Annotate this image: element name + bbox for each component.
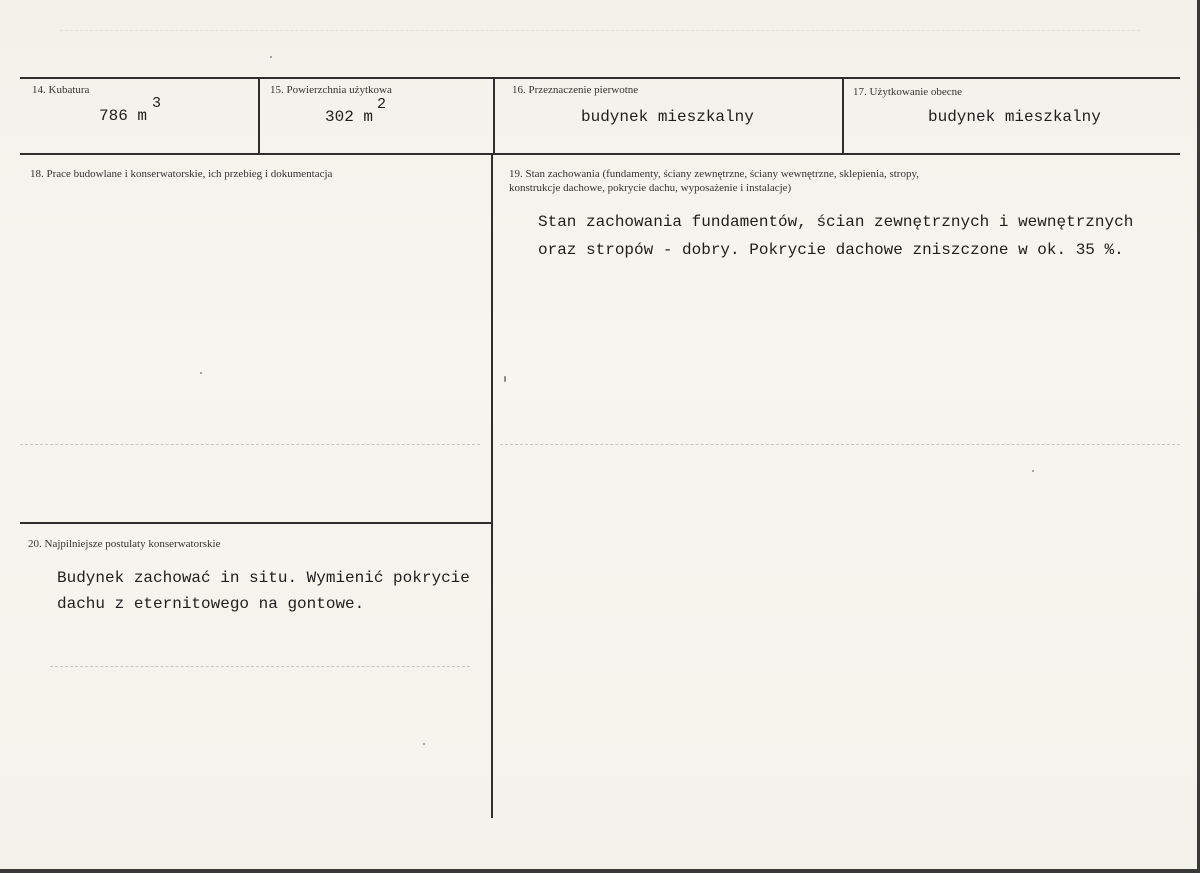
uzytkowanie-value: budynek mieszkalny xyxy=(928,108,1101,126)
postulaty-text-line1: Budynek zachować in situ. Wymienić pokrycie xyxy=(57,569,470,587)
guide-line xyxy=(60,30,1140,31)
main-column-divider xyxy=(491,154,493,818)
kubatura-value: 786 m xyxy=(99,107,148,125)
paper-speck xyxy=(504,376,506,382)
paper-speck xyxy=(1032,470,1034,472)
guide-line xyxy=(50,666,470,667)
top-rule xyxy=(20,77,1180,79)
kubatura-exponent: 3 xyxy=(152,95,162,112)
przeznaczenie-value: budynek mieszkalny xyxy=(581,108,754,126)
paper-speck xyxy=(200,372,202,374)
guide-line xyxy=(20,444,480,445)
stan-label-line1: 19. Stan zachowania (fundamenty, ściany zewnętrzne, ściany wewnętrzne, sklepienia, stropy, xyxy=(509,168,920,180)
powierzchnia-exponent: 2 xyxy=(377,96,387,113)
row1-bottom-rule xyxy=(20,153,1180,155)
stan-label-line2: konstrukcje dachowe, pokrycie dachu, wyposażenie i instalacje) xyxy=(509,182,792,194)
guide-line xyxy=(500,444,1180,445)
powierzchnia-label: 15. Powierzchnia użytkowa xyxy=(270,84,392,96)
divider-15-16 xyxy=(493,78,495,154)
przeznaczenie-label: 16. Przeznaczenie pierwotne xyxy=(512,84,639,96)
scan-edge-bottom xyxy=(0,869,1200,873)
postulaty-text-line2: dachu z eternitowego na gontowe. xyxy=(57,595,365,613)
postulaty-label: 20. Najpilniejsze postulaty konserwatorskie xyxy=(28,538,221,550)
uzytkowanie-label: 17. Użytkowanie obecne xyxy=(853,86,963,98)
prace-label: 18. Prace budowlane i konserwatorskie, ich przebieg i dokumentacja xyxy=(30,168,333,180)
section-20-top-rule xyxy=(20,522,491,524)
divider-14-15 xyxy=(258,78,260,154)
paper-speck xyxy=(270,56,272,58)
kubatura-label: 14. Kubatura xyxy=(32,84,90,96)
divider-16-17 xyxy=(842,78,844,154)
stan-text-line1: Stan zachowania fundamentów, ścian zewnętrznych i wewnętrznych xyxy=(538,213,1134,231)
stan-text-line2: oraz stropów - dobry. Pokrycie dachowe zniszczone w ok. 35 %. xyxy=(538,241,1124,259)
powierzchnia-value: 302 m xyxy=(325,108,374,126)
paper-speck xyxy=(423,743,425,745)
